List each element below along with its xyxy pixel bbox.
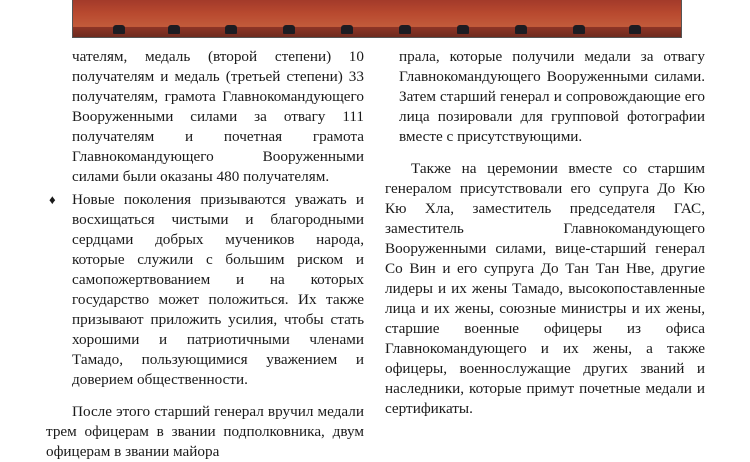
- left-continuation-text: чателям, медаль (второй степени) 10 получателям и медаль (третьей степени) 33 получателям, грамота Главнокомандующего Вооруженными силами за отвагу 111 получателям и почетная грамота Главнокомандующего Вооруженными силами были оказаны 480 получателям.: [72, 48, 364, 185]
- right-continuation-text: прала, которые получили медали за отвагу Главнокомандующего Вооруженными силами. Затем старший генерал и сопровождающие его лица позировали для групповой фотографии вместе с присутствующими.: [399, 48, 705, 145]
- photo-figure: [629, 25, 641, 34]
- group-photo: [72, 0, 682, 38]
- left-paragraph: После этого старший генерал вручил медали трем офицерам в звании подполковника, двум офицерам в звании майора: [46, 403, 364, 460]
- bullet-list-item: [46, 190, 364, 390]
- photo-figure: [113, 25, 125, 34]
- photo-figure: [283, 25, 295, 34]
- right-paragraph: Также на церемонии вместе со старшим генералом присутствовали его супруга До Кю Кю Хла, заместитель председателя ГАС, заместитель Главнокомандующего Вооруженными силами, вице-старший генерал Со Вин и его супруга До Тан Тан Нве, другие лидеры и их жены Тамадо, высокопоставленные лица и их жены, союзные министры и их жены, старшие военные офицеры из офиса Главнокомандующего и их жены, а также офицеры, военнослужащие других званий и наследники, которые примут почетные медали и сертификаты.: [385, 160, 705, 417]
- bullet-text: Новые поколения призываются уважать и восхищаться чистыми и благородными сердцами добрых мучеников народа, которые служили с большим риском и самопожертвованием и на которых государство может положиться. Их также призывают приложить усилия, чтобы стать хорошими и патриотичными членами Тамадо, пользующимися уважением и доверием общественности.: [72, 191, 364, 388]
- photo-figure: [341, 25, 353, 34]
- photo-figure: [225, 25, 237, 34]
- photo-figure: [399, 25, 411, 34]
- photo-figure: [168, 25, 180, 34]
- photo-floor: [73, 27, 681, 37]
- diamond-bullet-icon: ♦: [49, 192, 56, 207]
- photo-figure: [515, 25, 527, 34]
- right-column: [385, 47, 705, 419]
- left-column: [46, 47, 364, 462]
- photo-figure: [457, 25, 469, 34]
- photo-figure: [573, 25, 585, 34]
